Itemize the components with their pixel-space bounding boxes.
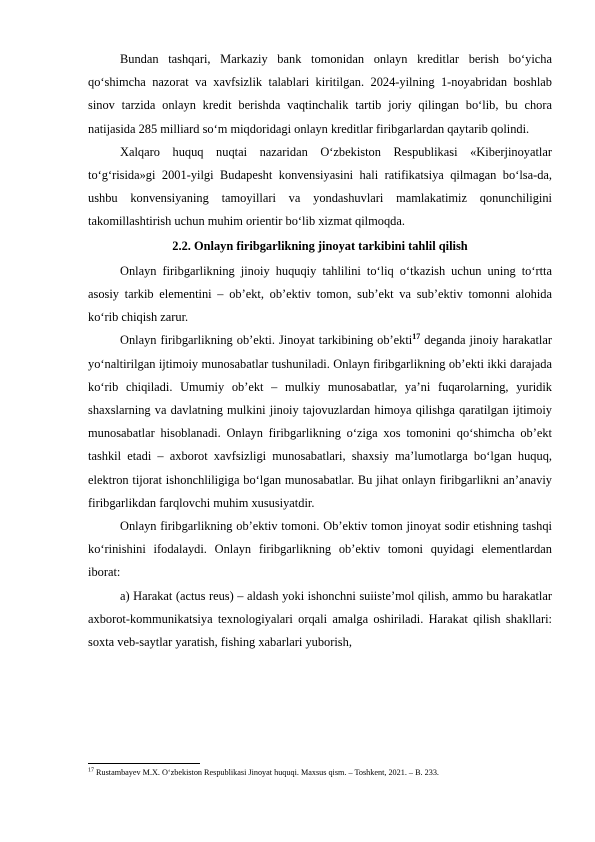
paragraph-elements-overview: Onlayn firibgarlikning jinoiy huquqiy tahlilini to‘liq o‘tkazish uchun uning to‘rtta asosiy tarkib elementini – ob’ekt, ob’ektiv tomon, sub’ekt va sub’ektiv tomonni alohida ko‘rib chiqish zarur.: [88, 263, 552, 325]
object-text-after-ref: deganda jinoiy harakatlar yo‘naltirilgan ijtimoiy munosabatlar tushuniladi. Onlayn firibgarlikning ob’ekti ikki darajada ko‘rib chiqiladi. Umumiy ob’ekt – mulkiy munosabatlar, ya’ni fuqarolarning, yuridik shaxslarning va davlatning mulkini jinoiy tajovuzlardan himoya qilishga qaratilgan ijtimoiy munosabatlar hisoblanadi. Onlayn firibgarlikning o‘ziga xos tomonini qo‘shimcha ob’ekt tashkil etadi – axborot xavfsizligi munosabatlari, shaxsiy ma’lumotlarga bo‘lgan huquq, elektron tijorat ishonchliligiga bo‘lgan munosabatlar. Bu jihat onlayn firibgarlikni an’anaviy firibgarlikdan farqlovchi muhim xususiyatdir.: [88, 333, 552, 510]
document-body: [88, 48, 552, 654]
footnote: [88, 767, 552, 778]
section-heading: 2.2. Onlayn firibgarlikning jinoyat tarkibini tahlil qilish: [172, 238, 468, 253]
footnote-reference[interactable]: 17: [412, 332, 421, 342]
paragraph-actus-reus: a) Harakat (actus reus) – aldash yoki ishonchni suiiste’mol qilish, ammo bu harakatlar axborot-kommunikatsiya texnologiyalari orqali amalga oshiriladi. Harakat qilish shakllari: soxta veb-saytlar yaratish, fishing xabarlari yuborish,: [88, 588, 552, 650]
footnote-marker: 17: [88, 767, 94, 774]
footnote-divider: [88, 763, 200, 764]
paragraph-object: [88, 329, 552, 515]
object-text-before-ref: Onlayn firibgarlikning ob’ekti. Jinoyat tarkibining ob’ekti: [120, 333, 413, 348]
paragraph-central-bank: Bundan tashqari, Markaziy bank tomonidan onlayn kreditlar berish bo‘yicha qo‘shimcha nazorat va xavfsizlik talablari kiritilgan. 2024-yilning 1-noyabridan boshlab sinov tarzida onlayn kredit berishda vaqtinchalik tartib joriy qilingan bo‘lib, bu chora natijasida 285 milliard so‘m miqdoridagi onlayn kreditlar firibgarlardan qaytarib qolindi.: [88, 52, 552, 136]
paragraph-budapest-convention: Xalqaro huquq nuqtai nazaridan O‘zbekiston Respublikasi «Kiberjinoyatlar to‘g‘risida»gi 2001-yilgi Budapesht konvensiyasini hali ratifikatsiya qilmagan bo‘lsa-da, ushbu konvensiyaning tamoyillari va yondashuvlari mamlakatimiz qonunchiligini takomillashtirish uchun muhim orientir bo‘lib xizmat qilmoqda.: [88, 144, 552, 229]
paragraph-objective-side: Onlayn firibgarlikning ob’ektiv tomoni. Ob’ektiv tomon jinoyat sodir etishning tashqi ko‘rinishini ifodalaydi. Onlayn firibgarlikning ob’ektiv tomoni quyidagi elementlardan iborat:: [88, 519, 552, 580]
footnote-text: Rustambayev M.X. O‘zbekiston Respublikasi Jinoyat huquqi. Maxsus qism. – Toshkent, 2021. – B. 233.: [94, 768, 439, 777]
